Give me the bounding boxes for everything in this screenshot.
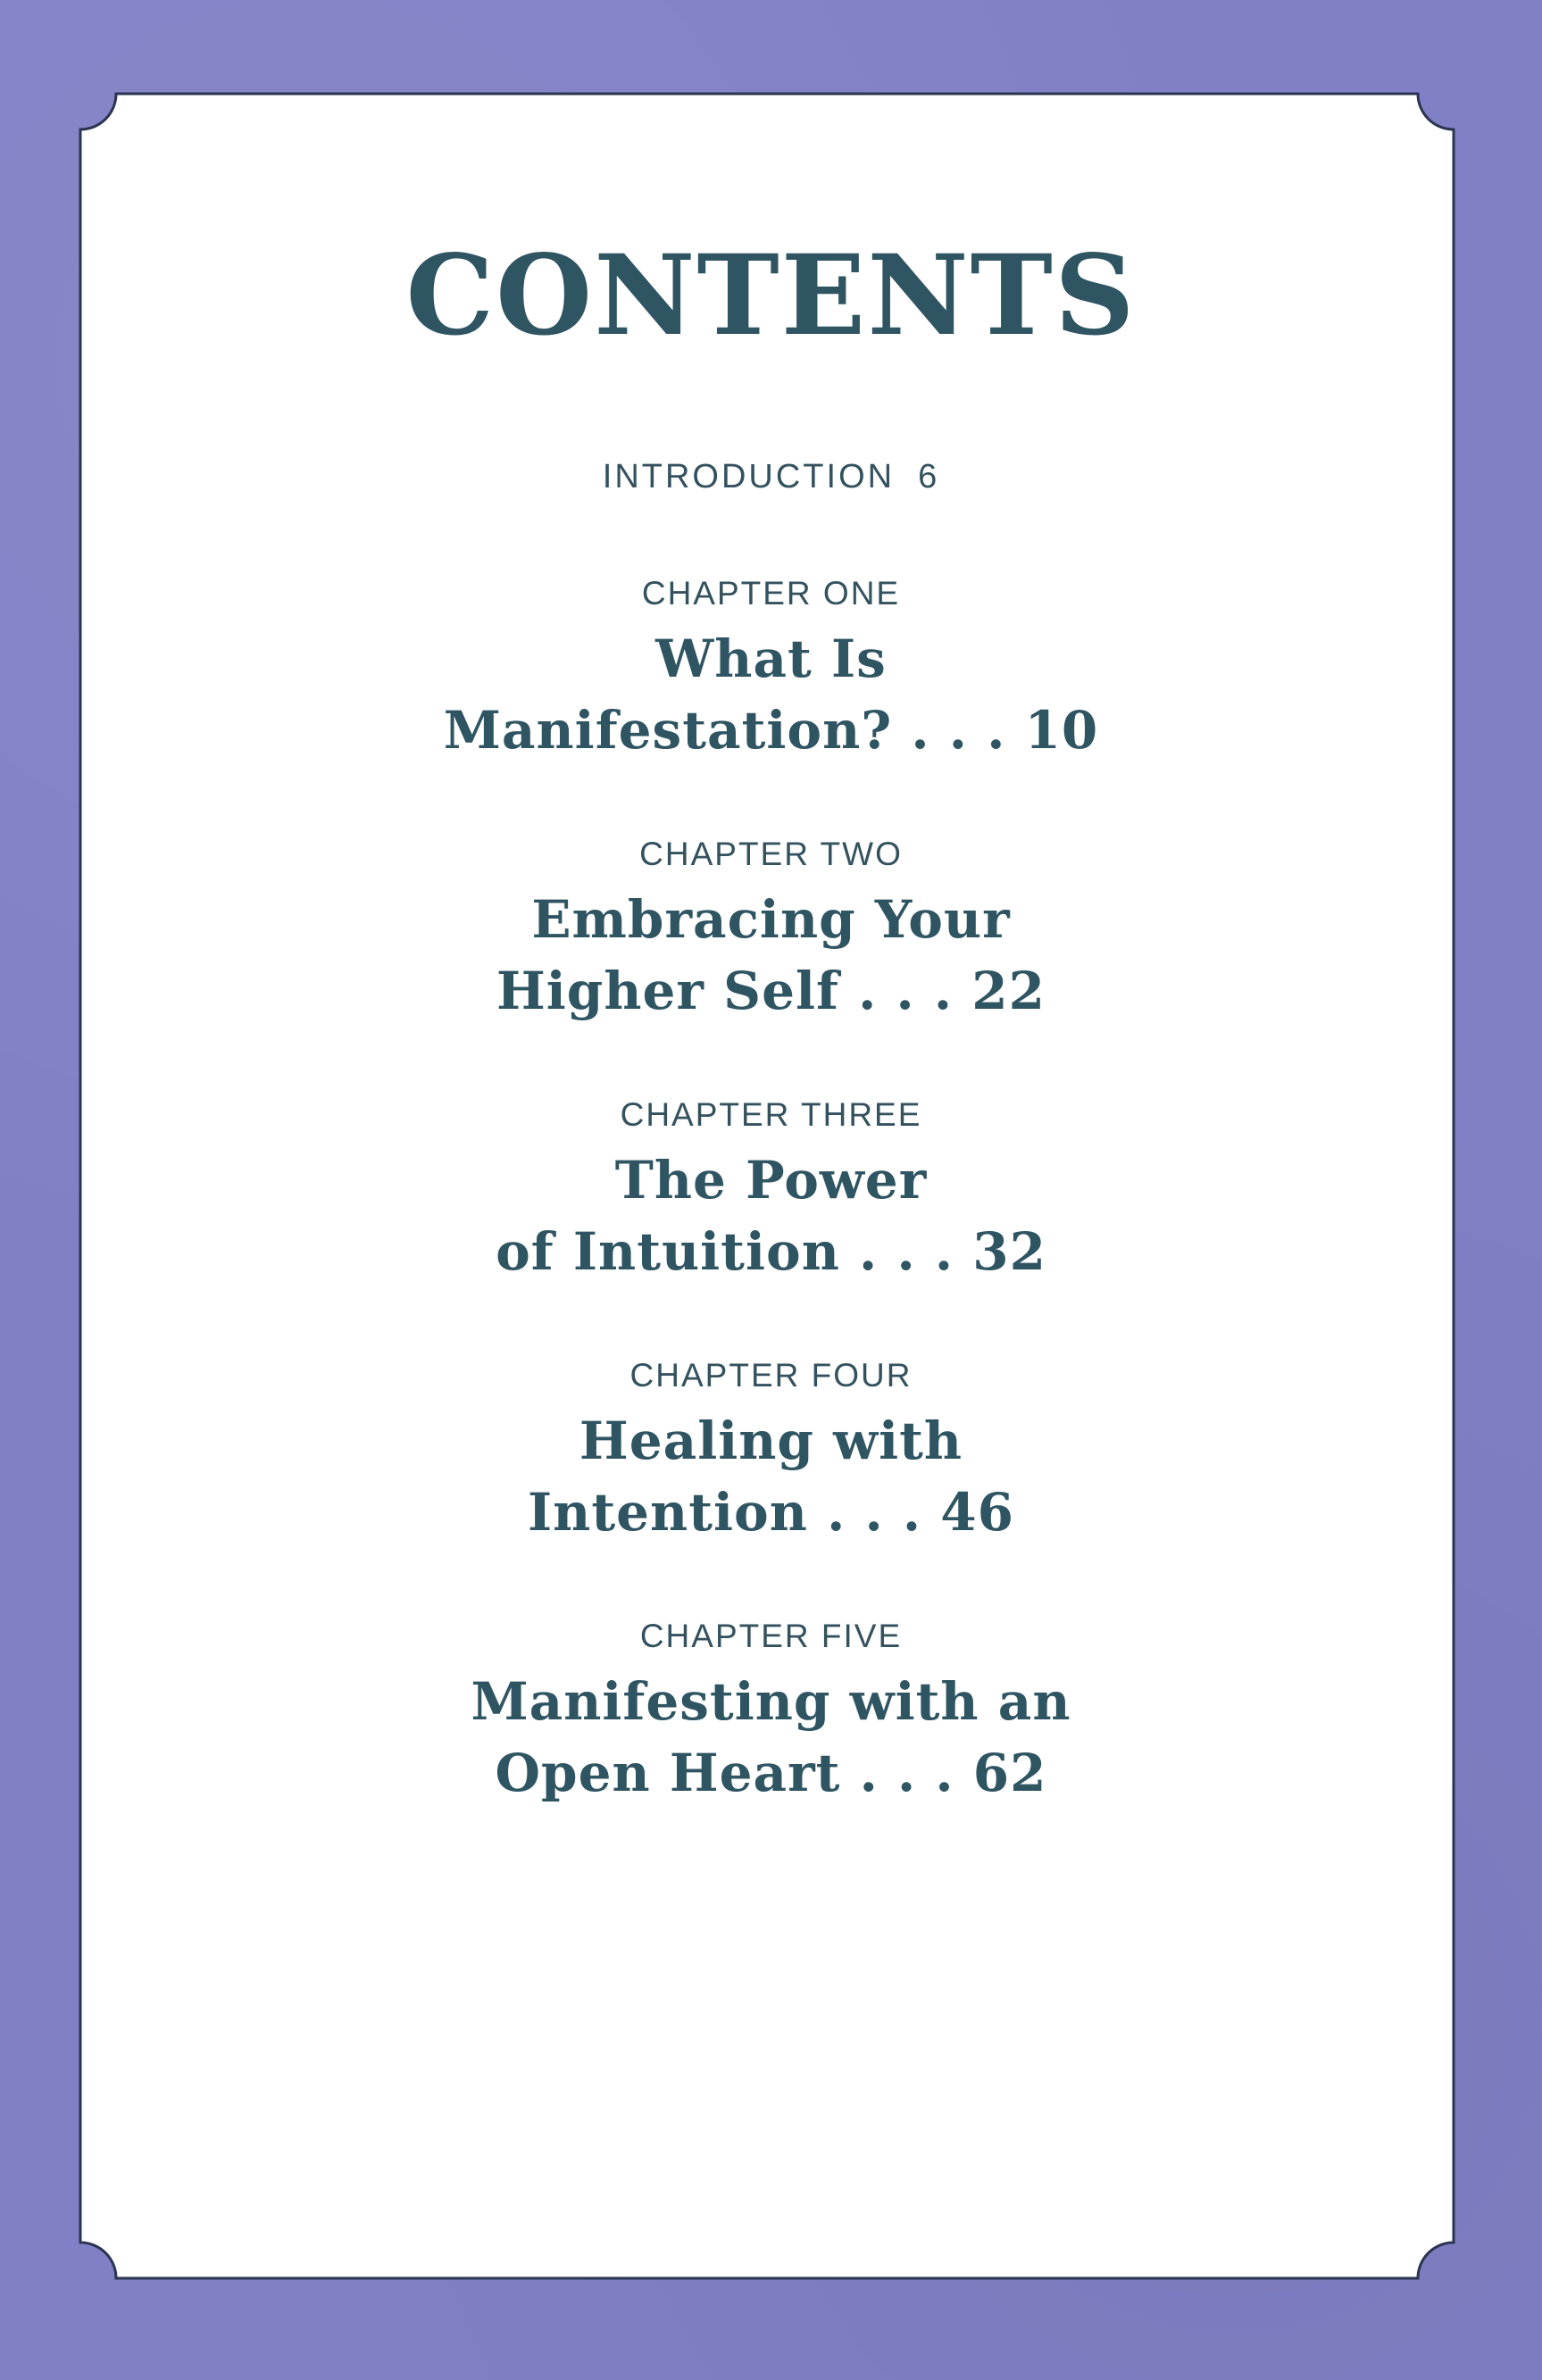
introduction-label: INTRODUCTION [602,458,896,495]
chapter-entry-five [179,1616,1363,1809]
chapter-title-line: Intention . . . 46 [528,1482,1014,1543]
chapter-title-line: The Power [614,1150,928,1211]
chapter-title-line: What Is [655,628,887,689]
page-title: CONTENTS [405,231,1137,361]
chapter-title [179,1666,1363,1809]
chapter-title [179,1144,1363,1287]
introduction-page-number: 6 [918,458,940,495]
chapter-title-line: Embracing Your [531,889,1011,950]
chapter-label: CHAPTER FIVE [639,1618,903,1654]
chapter-entry-four [179,1355,1363,1548]
chapter-title-line: Healing with [579,1411,963,1471]
chapter-label: CHAPTER FOUR [629,1357,913,1394]
chapter-title [179,1405,1363,1548]
introduction-entry [179,455,1363,498]
chapter-label: CHAPTER TWO [639,836,903,872]
chapter-entry-three [179,1094,1363,1287]
chapter-title-line: Open Heart . . . 62 [495,1743,1047,1803]
chapter-title-line: Manifesting with an [471,1671,1071,1732]
chapter-entry-one [179,573,1363,766]
chapter-entry-two [179,834,1363,1027]
chapter-title-line: Higher Self . . . 22 [496,961,1046,1021]
chapter-title-line: Manifestation? . . . 10 [443,700,1099,761]
chapter-title [179,623,1363,766]
chapter-label: CHAPTER THREE [620,1096,922,1133]
chapter-title-line: of Intuition . . . 32 [496,1221,1046,1282]
chapter-title [179,884,1363,1027]
chapter-label: CHAPTER ONE [641,575,901,612]
